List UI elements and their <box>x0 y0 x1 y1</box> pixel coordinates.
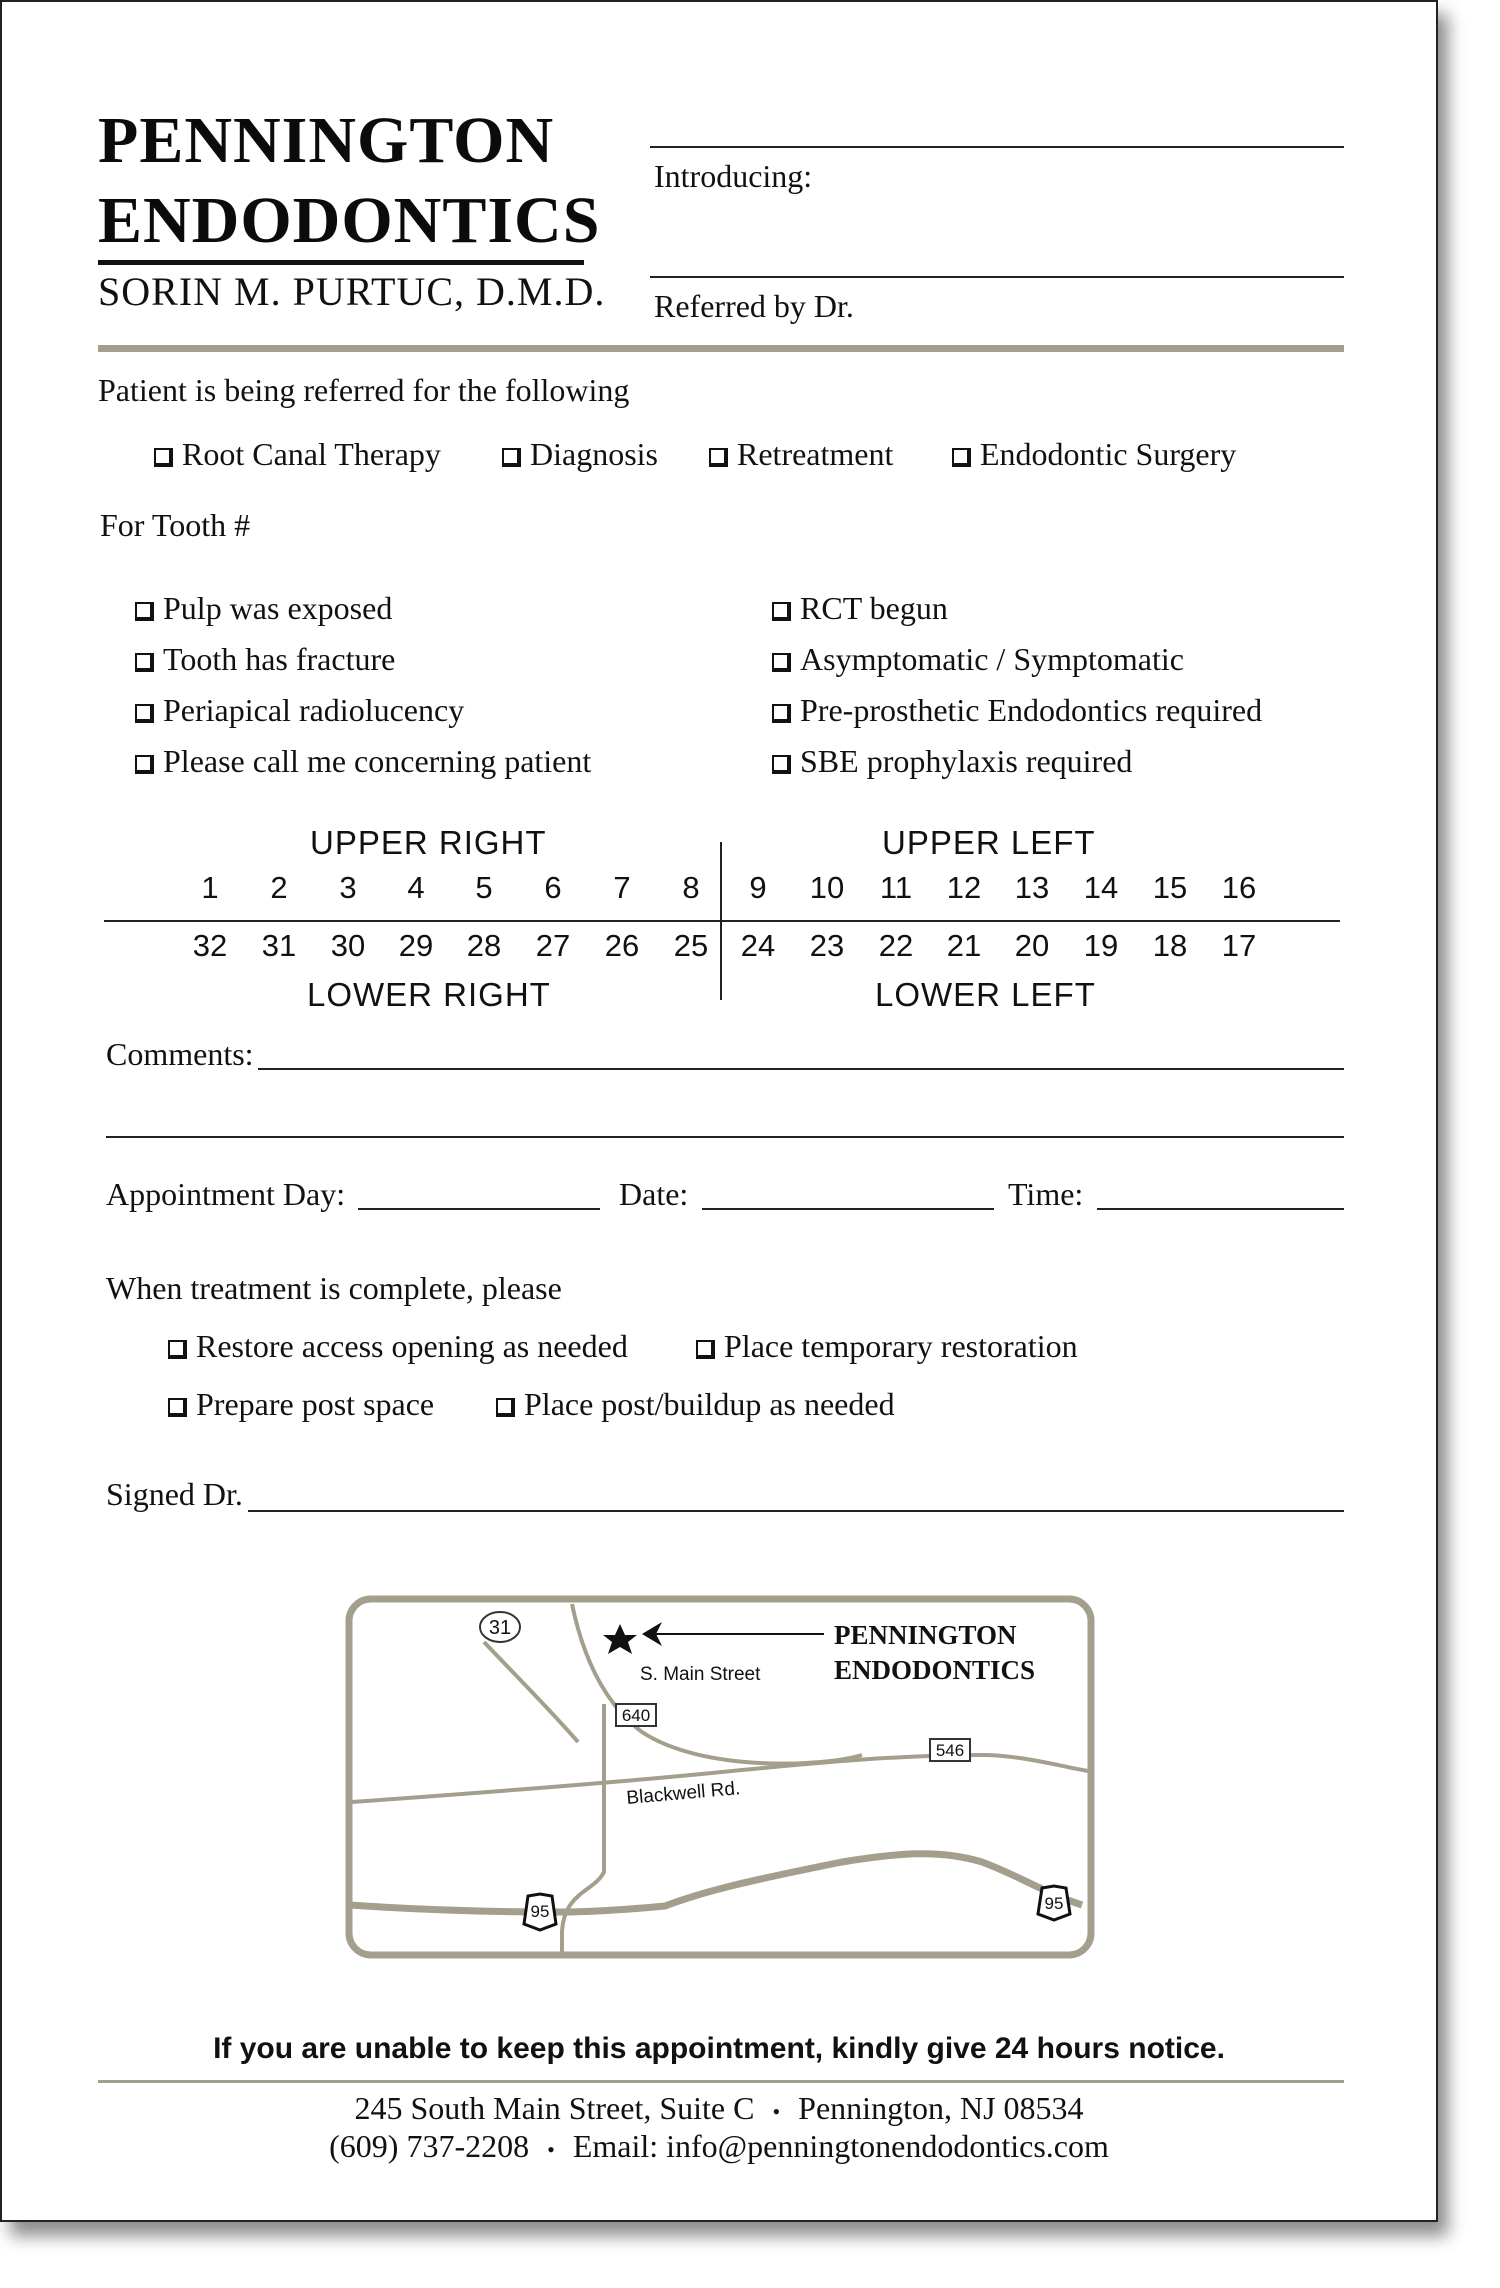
office-star-marker <box>603 1624 637 1654</box>
route-546-label: 546 <box>935 1741 965 1760</box>
tooth-number-upper[interactable]: 10 <box>809 870 845 905</box>
condition-symptomatic[interactable]: Asymptomatic / Symptomatic <box>772 641 1184 678</box>
condition-pre-prosthetic[interactable]: Pre-prosthetic Endodontics required <box>772 692 1262 729</box>
tooth-number-lower[interactable]: 17 <box>1221 928 1257 963</box>
tooth-number-lower[interactable]: 23 <box>809 928 845 963</box>
upper-left-label: UPPER LEFT <box>882 824 1096 861</box>
tooth-number-lower[interactable]: 31 <box>261 928 297 963</box>
signature-line[interactable] <box>248 1510 1344 1512</box>
condition-periapical[interactable]: Periapical radiolucency <box>135 692 464 729</box>
checkbox[interactable] <box>709 448 728 467</box>
appointment-day-field[interactable] <box>358 1208 600 1210</box>
checkbox[interactable] <box>952 448 971 467</box>
checkbox[interactable] <box>168 1340 187 1359</box>
tooth-number-lower[interactable]: 27 <box>535 928 571 963</box>
route-95-label: 95 <box>1044 1894 1064 1913</box>
option-retreatment[interactable]: Retreatment <box>709 436 893 473</box>
route-31-shield <box>480 1612 520 1642</box>
checkbox[interactable] <box>135 653 154 672</box>
completion-restore-access[interactable]: Restore access opening as needed <box>168 1328 628 1365</box>
tooth-number-lower[interactable]: 24 <box>740 928 776 963</box>
completion-intro: When treatment is complete, please <box>106 1270 562 1306</box>
time-field[interactable] <box>1097 1208 1344 1210</box>
map-brand-line1: PENNINGTON <box>834 1620 1017 1650</box>
tooth-number-upper[interactable]: 13 <box>1014 870 1050 905</box>
checkbox[interactable] <box>772 653 791 672</box>
brand-underline <box>98 260 584 265</box>
condition-rct-begun[interactable]: RCT begun <box>772 590 948 627</box>
footer-address <box>2 2090 1436 2127</box>
checkbox[interactable] <box>168 1398 187 1417</box>
bullet-separator: • <box>547 2137 555 2162</box>
location-map <box>342 1592 1098 1962</box>
route-31-road <box>484 1642 578 1742</box>
option-endodontic-surgery[interactable]: Endodontic Surgery <box>952 436 1236 473</box>
comments-line-2[interactable] <box>106 1136 1344 1138</box>
cancellation-notice: If you are unable to keep this appointment, kindly give 24 hours notice. <box>213 2032 1225 2065</box>
condition-tooth-fracture[interactable]: Tooth has fracture <box>135 641 395 678</box>
tooth-number-upper[interactable]: 5 <box>475 870 493 905</box>
completion-post-space[interactable]: Prepare post space <box>168 1386 434 1423</box>
tooth-number-lower[interactable]: 18 <box>1152 928 1188 963</box>
footer-divider <box>98 2080 1344 2083</box>
checkbox[interactable] <box>696 1340 715 1359</box>
tooth-number-upper[interactable]: 9 <box>749 870 767 905</box>
referred-by-line[interactable] <box>650 276 1344 278</box>
comments-line-1[interactable] <box>258 1068 1344 1070</box>
tooth-number-label: For Tooth # <box>100 507 251 543</box>
tooth-number-upper[interactable]: 4 <box>407 870 425 905</box>
doctor-name: SORIN M. PURTUC, D.M.D. <box>98 269 606 314</box>
tooth-number-lower[interactable]: 32 <box>192 928 228 963</box>
date-label: Date: <box>619 1176 689 1212</box>
tooth-number-upper[interactable]: 6 <box>544 870 562 905</box>
route-640-sign <box>616 1704 656 1726</box>
tooth-number-lower[interactable]: 28 <box>466 928 502 963</box>
checkbox[interactable] <box>772 755 791 774</box>
referred-by-label: Referred by Dr. <box>654 288 854 324</box>
address-city: Pennington, NJ 08534 <box>798 2090 1084 2126</box>
map-brand-line2: ENDODONTICS <box>834 1655 1036 1685</box>
lower-right-label: LOWER RIGHT <box>307 976 551 1013</box>
tooth-number-lower[interactable]: 19 <box>1083 928 1119 963</box>
tooth-number-upper[interactable]: 8 <box>682 870 700 905</box>
checkbox[interactable] <box>496 1398 515 1417</box>
checkbox[interactable] <box>135 704 154 723</box>
route-640-label: 640 <box>621 1706 651 1725</box>
date-field[interactable] <box>702 1208 994 1210</box>
tooth-number-upper[interactable]: 2 <box>270 870 288 905</box>
tooth-number-upper[interactable]: 16 <box>1221 870 1257 905</box>
interstate-95-shield-west <box>524 1894 556 1930</box>
tooth-number-upper[interactable]: 1 <box>201 870 219 905</box>
condition-sbe-prophylaxis[interactable]: SBE prophylaxis required <box>772 743 1132 780</box>
footer-contact <box>2 2128 1436 2165</box>
address-street: 245 South Main Street, Suite C <box>354 2090 755 2126</box>
comments-label: Comments: <box>106 1036 254 1072</box>
chart-horizontal-divider <box>104 920 1340 922</box>
tooth-number-lower[interactable]: 26 <box>604 928 640 963</box>
option-diagnosis[interactable]: Diagnosis <box>502 436 658 473</box>
tooth-number-upper[interactable]: 3 <box>339 870 357 905</box>
tooth-number-lower[interactable]: 20 <box>1014 928 1050 963</box>
brand-name-line2: ENDODONTICS <box>98 184 601 257</box>
tooth-number-upper[interactable]: 15 <box>1152 870 1188 905</box>
interstate-95-road <box>350 1854 1082 1912</box>
blackwell-road-label: Blackwell Rd. <box>625 1778 742 1809</box>
lower-left-label: LOWER LEFT <box>875 976 1096 1013</box>
route-546-sign <box>930 1739 970 1761</box>
checkbox[interactable] <box>772 704 791 723</box>
bullet-separator: • <box>772 2099 781 2124</box>
checkbox[interactable] <box>135 755 154 774</box>
checkbox[interactable] <box>502 448 521 467</box>
interstate-95-shield-east <box>1038 1886 1070 1920</box>
route-31-label: 31 <box>488 1617 512 1639</box>
completion-temporary-restoration[interactable]: Place temporary restoration <box>696 1328 1078 1365</box>
tooth-number-upper[interactable]: 7 <box>613 870 631 905</box>
map-frame <box>349 1599 1091 1955</box>
main-street-label: S. Main Street <box>640 1664 761 1685</box>
brand-name-line1: PENNINGTON <box>98 104 555 177</box>
route-95-label: 95 <box>530 1902 550 1921</box>
option-root-canal[interactable]: Root Canal Therapy <box>154 436 441 473</box>
completion-post-buildup[interactable]: Place post/buildup as needed <box>496 1386 895 1423</box>
tooth-number-lower[interactable]: 21 <box>946 928 982 963</box>
introducing-line[interactable] <box>650 146 1344 148</box>
tooth-number-upper[interactable]: 12 <box>946 870 982 905</box>
checkbox[interactable] <box>772 602 791 621</box>
tooth-number-lower[interactable]: 25 <box>673 928 709 963</box>
header-divider <box>98 345 1344 352</box>
appointment-day-label: Appointment Day: <box>106 1176 346 1212</box>
condition-call-me[interactable]: Please call me concerning patient <box>135 743 591 780</box>
phone-number: (609) 737-2208 <box>329 2128 530 2164</box>
condition-pulp-exposed[interactable]: Pulp was exposed <box>135 590 392 627</box>
time-label: Time: <box>1008 1176 1084 1212</box>
email-address[interactable]: Email: info@penningtonendodontics.com <box>572 2128 1109 2164</box>
referral-intro: Patient is being referred for the following <box>98 372 630 408</box>
checkbox[interactable] <box>154 448 173 467</box>
signed-label: Signed Dr. <box>106 1476 243 1512</box>
tooth-number-lower[interactable]: 30 <box>330 928 366 963</box>
south-road <box>562 1704 604 1954</box>
tooth-number-upper[interactable]: 11 <box>879 870 913 905</box>
tooth-number-lower[interactable]: 22 <box>878 928 914 963</box>
checkbox[interactable] <box>135 602 154 621</box>
introducing-label: Introducing: <box>654 158 813 194</box>
tooth-number-upper[interactable]: 14 <box>1083 870 1119 905</box>
upper-right-label: UPPER RIGHT <box>310 824 547 861</box>
tooth-number-lower[interactable]: 29 <box>398 928 434 963</box>
